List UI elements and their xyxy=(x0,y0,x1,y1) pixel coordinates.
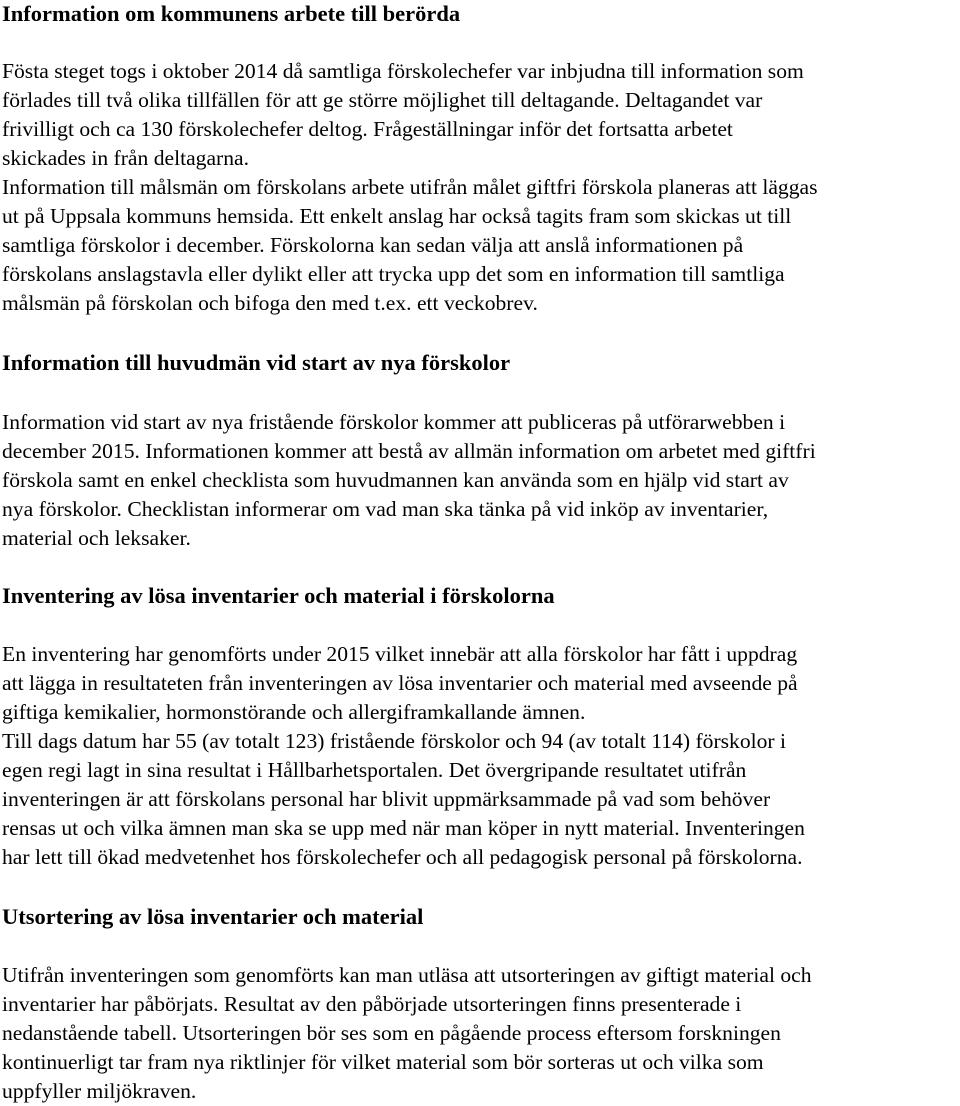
section-heading-information-om-kommunens-arbete: Information om kommunens arbete till berörda xyxy=(2,1,461,26)
text-line: att lägga in resultateten från inventeringen av lösa inventarier och material med avseende på xyxy=(2,671,798,695)
text-line: nya förskolor. Checklistan informerar om vad man ska tänka på vid inköp av inventarier, xyxy=(2,497,769,521)
text-line: nedanstående tabell. Utsorteringen bör ses som en pågående process eftersom forskningen xyxy=(2,1021,781,1045)
text-line: En inventering har genomförts under 2015 vilket innebär att alla förskolor har fått i uppdrag xyxy=(2,642,798,666)
text-line: Information vid start av nya fristående förskolor kommer att publiceras på utförarwebben i xyxy=(2,410,786,434)
text-line: uppfyller miljökraven. xyxy=(2,1079,197,1103)
text-line: ut på Uppsala kommuns hemsida. Ett enkelt anslag har också tagits fram som skickas ut till xyxy=(2,204,792,228)
section-heading-inventering: Inventering av lösa inventarier och material i förskolorna xyxy=(2,583,555,608)
section-heading-utsortering: Utsortering av lösa inventarier och material xyxy=(2,904,424,929)
text-line: skickades in från deltagarna. xyxy=(2,146,250,170)
text-line: förskolans anslagstavla eller dylikt eller att trycka upp det som en information till samtliga xyxy=(2,262,785,286)
text-line: egen regi lagt in sina resultat i Hållbarhetsportalen. Det övergripande resultatet utifrån xyxy=(2,758,747,782)
text-line: frivilligt och ca 130 förskolechefer deltog. Frågeställningar inför det fortsatta arbetet xyxy=(2,117,733,141)
text-line: inventarier har påbörjats. Resultat av den påbörjade utsorteringen finns presenterade i xyxy=(2,992,742,1016)
text-line: Till dags datum har 55 (av totalt 123) fristående förskolor och 94 (av totalt 114) förskolor i xyxy=(2,729,787,753)
text-line: rensas ut och vilka ämnen man ska se upp med när man köper in nytt material. Inventeringen xyxy=(2,816,805,840)
text-line: giftiga kemikalier, hormonstörande och allergiframkallande ämnen. xyxy=(2,700,586,724)
text-line: Utifrån inventeringen som genomförts kan man utläsa att utsorteringen av giftigt material och xyxy=(2,963,812,987)
section-paragraph-information-om-kommunens-arbete xyxy=(2,57,818,318)
section-heading-information-till-huvudman: Information till huvudmän vid start av nya förskolor xyxy=(2,350,511,375)
section-paragraph-inventering xyxy=(2,640,805,872)
text-line: har lett till ökad medvetenhet hos förskolechefer och all pedagogisk personal på förskolorna. xyxy=(2,845,803,869)
text-line: inventeringen är att förskolans personal har blivit uppmärksammade på vad som behöver xyxy=(2,787,771,811)
text-line: kontinuerligt tar fram nya riktlinjer för vilket material som bör sorteras ut och vilka som xyxy=(2,1050,764,1074)
text-line: förskola samt en enkel checklista som huvudmannen kan använda som en hjälp vid start av xyxy=(2,468,789,492)
text-line: Information till målsmän om förskolans arbete utifrån målet giftfri förskola planeras att läggas xyxy=(2,175,818,199)
section-paragraph-information-till-huvudman xyxy=(2,408,816,553)
section-paragraph-utsortering xyxy=(2,961,812,1106)
text-line: samtliga förskolor i december. Förskolorna kan sedan välja att anslå informationen på xyxy=(2,233,744,257)
text-line: förlades till två olika tillfällen för att ge större möjlighet till deltagande. Deltagandet var xyxy=(2,88,763,112)
text-line: december 2015. Informationen kommer att bestå av allmän information om arbetet med giftfri xyxy=(2,439,816,463)
text-line: målsmän på förskolan och bifoga den med t.ex. ett veckobrev. xyxy=(2,291,538,315)
text-line: material och leksaker. xyxy=(2,526,191,550)
text-line: Fösta steget togs i oktober 2014 då samtliga förskolechefer var inbjudna till information som xyxy=(2,59,804,83)
